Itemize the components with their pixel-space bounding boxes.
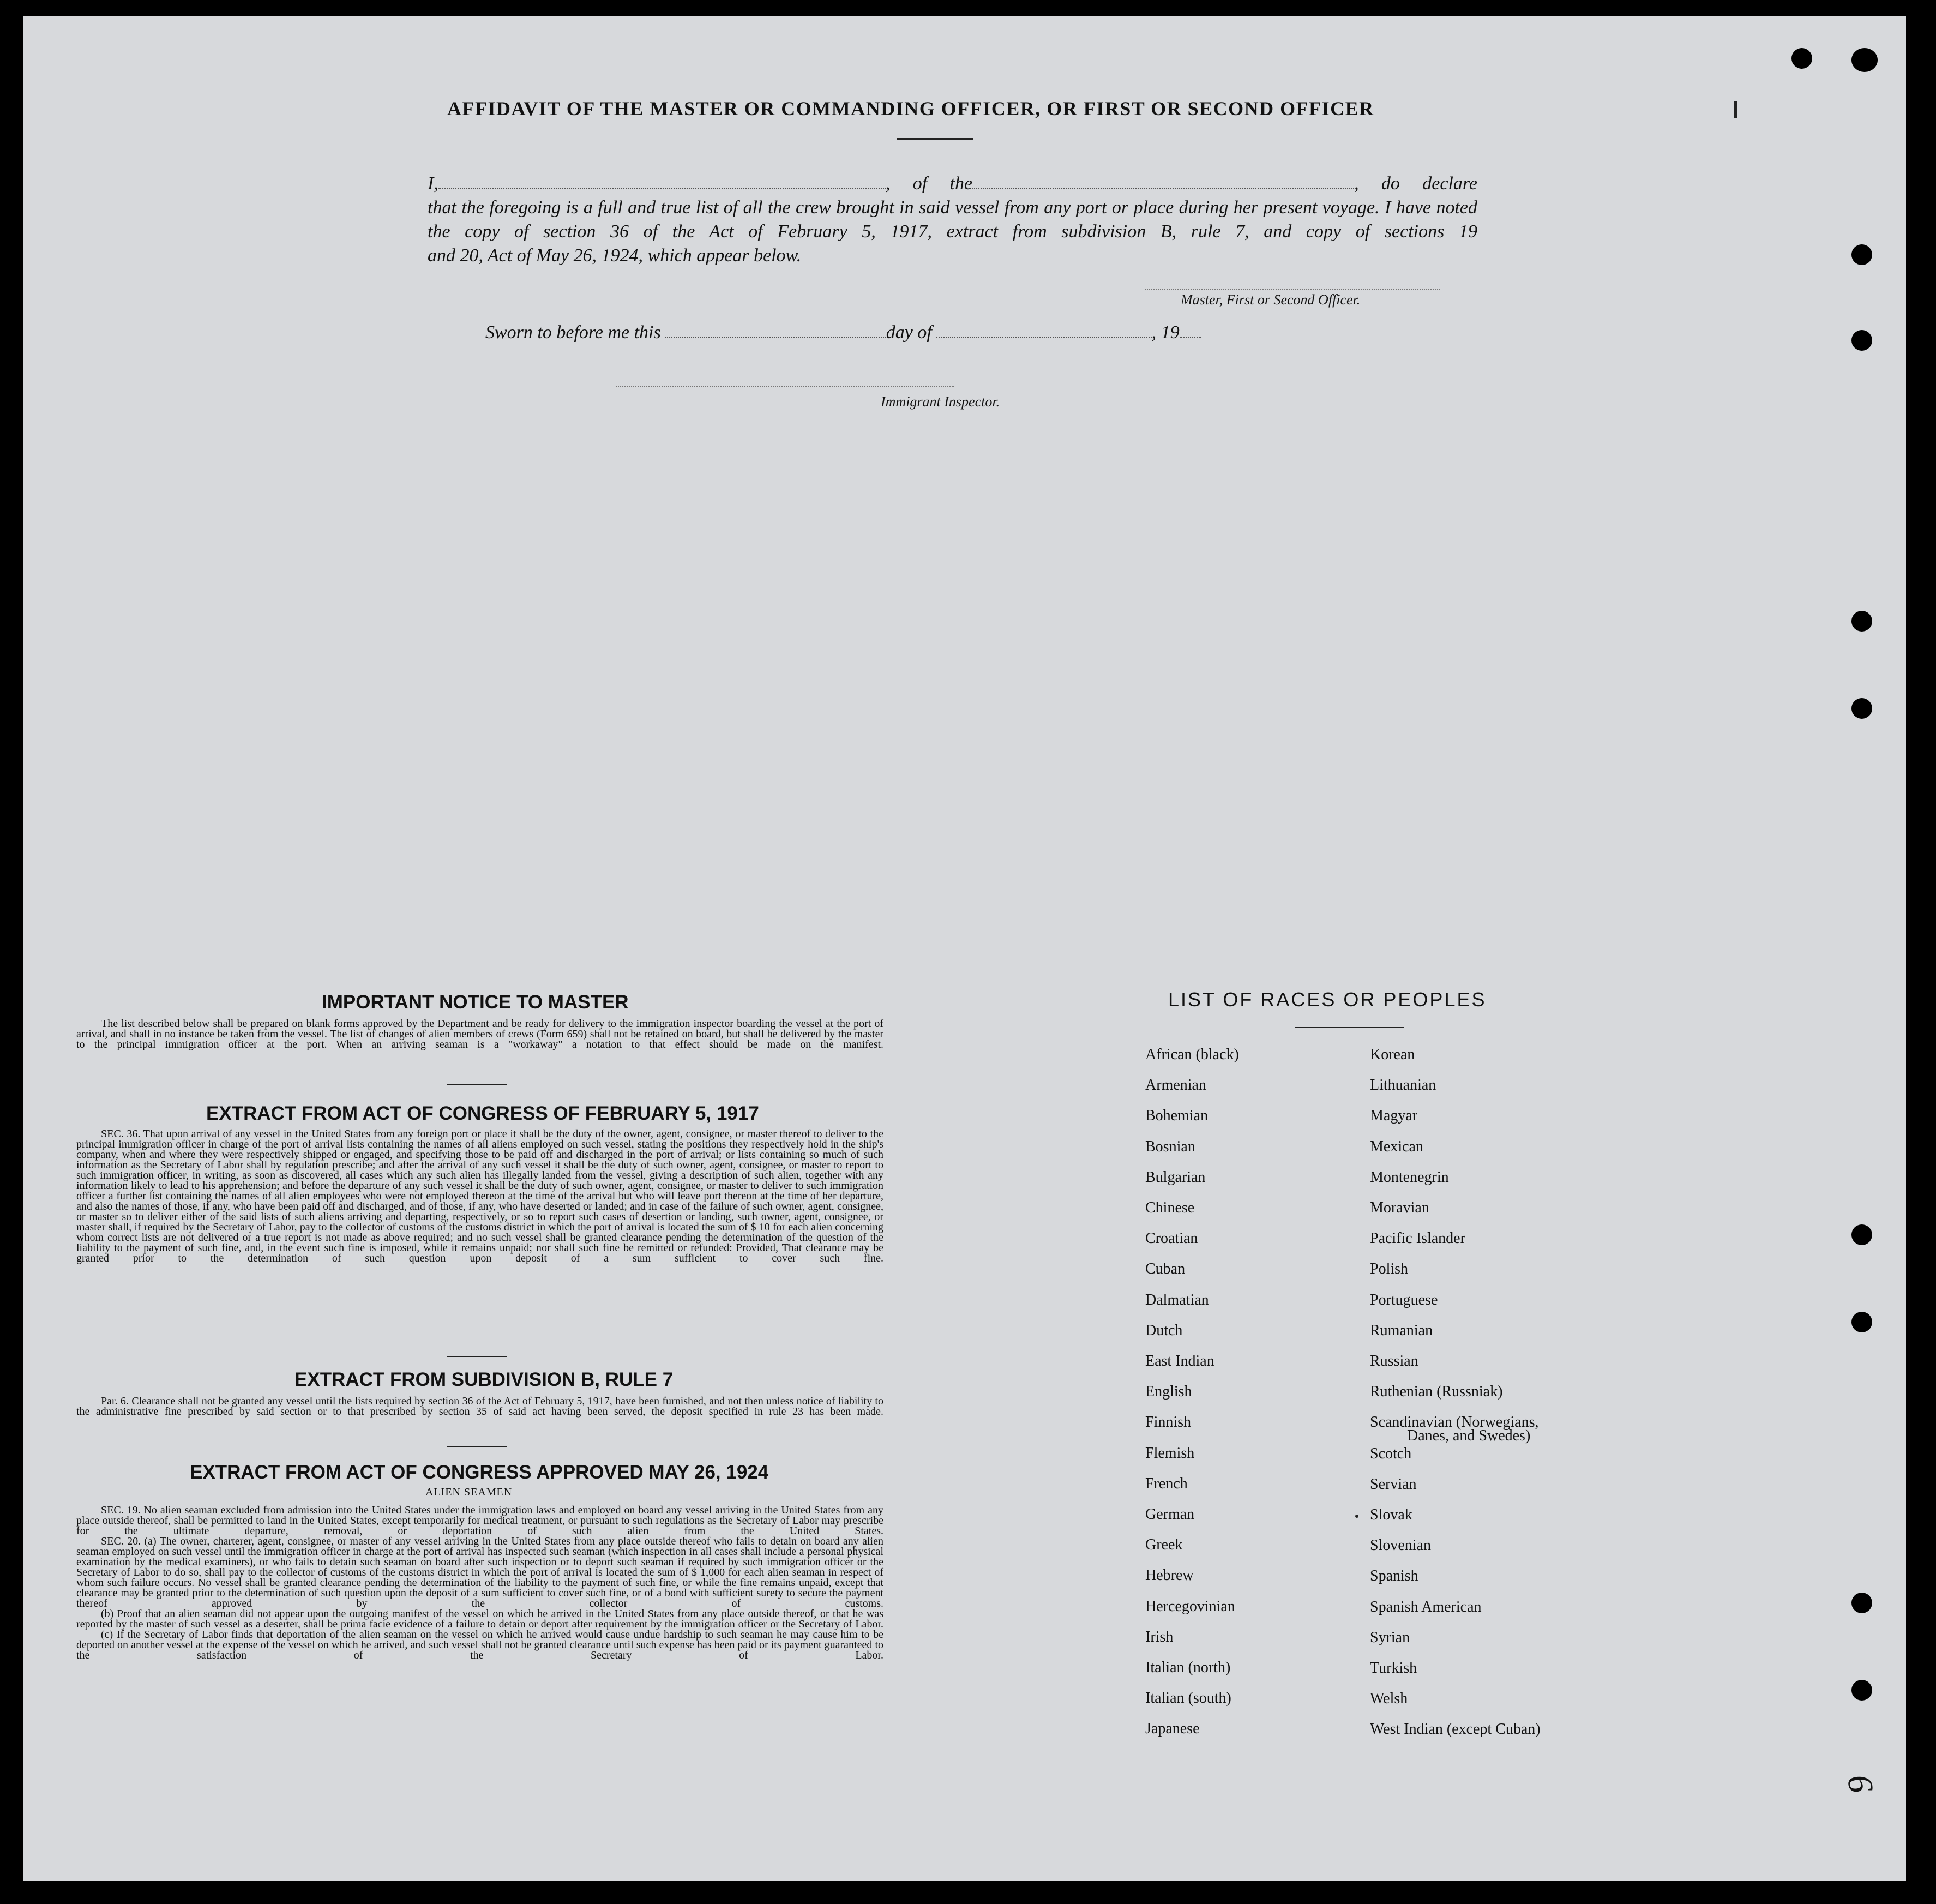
affidavit-declaration-last: and 20, Act of May 26, 1924, which appear below. xyxy=(428,245,802,266)
sec-36-paragraph: SEC. 36. That upon arrival of any vessel in the United States from any foreign port or place it shall be the duty of the owner, agent, consignee, or master thereof to deliver to the principal immigration officer in charge of the port of arrival lists containing the names of all aliens employed on such vessel, stating the positions they respectively hold in the ship's company, when and where they were respectively shipped or engaged, and specifying those to be paid off and discharged in the port of arrival; or lists containing so much of such information as the Secretary of Labor shall by regulation prescribe; and after the arrival of any such vessel it shall be the duty of such owner, agent, consignee, or master to report to such immigration officer, in writing, as soon as discovered, all cases which any such alien has illegally landed from the vessel, giving a description of such alien, together with any information likely to lead to his apprehension; and before the departure of any such vessel it shall be the duty of such owner, agent, consignee, or master to deliver to such immigration officer a further list containing the names of all alien employees who were not employed thereon at the time of the arrival but who will leave port thereon at the time of her departure, and also the names of those, if any, who have been paid off and discharged, and of those, if any, who have deserted or landed; and in case of the failure of such owner, agent, consignee, or master so to deliver either of the said lists of such aliens arriving and departing, respectively, or so to report such cases of desertion or landing, such owner, agent, consignee, or master shall, if required by the Secretary of Labor, pay to the collector of customs of the customs district in which the port of arrival is located the sum of $ 10 for each alien concerning whom correct lists are not delivered or a true report is not made as above required; and no such vessel shall be granted clearance pending the determination of the question of the liability to the payment of such fine, and, in the event such fine is imposed, while it remains unpaid; nor shall such fine be remitted or refunded: Provided, That clearance may be granted prior to the determination of such question upon deposit of a sum sufficient to cover such fine. xyxy=(76,1128,883,1264)
punch-hole-icon xyxy=(1851,1224,1872,1245)
race-item: Slovak xyxy=(1370,1506,1412,1523)
race-item: Spanish American xyxy=(1370,1598,1482,1615)
race-item: Hercegovinian xyxy=(1145,1597,1235,1615)
sworn-mid: day of xyxy=(886,322,932,343)
race-item: Italian (north) xyxy=(1145,1659,1231,1676)
race-item: German xyxy=(1145,1506,1195,1523)
extract-1924-text xyxy=(76,1505,883,1661)
race-item: Bulgarian xyxy=(1145,1168,1206,1186)
race-item: Mexican xyxy=(1370,1138,1423,1155)
race-item: East Indian xyxy=(1145,1353,1214,1370)
punch-hole-icon xyxy=(1851,1680,1872,1701)
extract-rule7-title: EXTRACT FROM SUBDIVISION B, RULE 7 xyxy=(294,1369,674,1390)
extract-1924-title: EXTRACT FROM ACT OF CONGRESS APPROVED MAY 26, 1924 xyxy=(190,1462,769,1483)
race-item: Hebrew xyxy=(1145,1567,1194,1584)
master-signature-caption: Master, First or Second Officer. xyxy=(1181,292,1361,308)
race-item: Cuban xyxy=(1145,1260,1186,1278)
sworn-year-field[interactable] xyxy=(1180,322,1201,338)
race-item: Polish xyxy=(1370,1260,1409,1278)
sec-19-paragraph: SEC. 19. No alien seaman excluded from admission into the United States under the immigration laws and employed on board any vessel arriving in the United States from any place outside thereof, shall be permitted to land in the United States, except temporarily for medical treatment, or pursuant to such regulations as the Secretary of Labor may prescribe for the ultimate departure, removal, or deportation of such alien from the United States. xyxy=(76,1504,883,1537)
race-item: Croatian xyxy=(1145,1230,1198,1247)
section-divider xyxy=(447,1446,507,1447)
master-name-field[interactable] xyxy=(438,173,886,189)
race-item: Korean xyxy=(1370,1046,1415,1063)
handwritten-page-number: 9 xyxy=(1839,1773,1881,1797)
punch-hole-icon xyxy=(1851,1593,1872,1613)
affidavit-line1-start: I, xyxy=(428,173,438,194)
inspector-caption: Immigrant Inspector. xyxy=(881,394,1000,410)
race-item: Russian xyxy=(1370,1353,1418,1370)
race-item: Pacific Islander xyxy=(1370,1230,1465,1247)
scan-border xyxy=(1906,0,1936,1904)
section-divider xyxy=(447,1084,507,1085)
sworn-statement xyxy=(485,322,1201,343)
race-item: Dalmatian xyxy=(1145,1291,1209,1308)
par-6-paragraph: Par. 6. Clearance shall not be granted any vessel until the lists required by section 36 of the Act of February 5, 1917, have been furnished, and not then unless notice of liability to the administrative fine prescribed by said section or to that prescribed by section 35 of said act having been served, the deposit specified in rule 23 has been made. xyxy=(76,1395,883,1418)
race-item: Irish xyxy=(1145,1628,1174,1645)
punch-hole-icon xyxy=(1851,611,1872,632)
affidavit-title: AFFIDAVIT OF THE MASTER OR COMMANDING OFFICER, OR FIRST OR SECOND OFFICER xyxy=(447,98,1374,119)
race-item: Servian xyxy=(1370,1475,1417,1493)
punch-hole-icon xyxy=(1851,1312,1872,1332)
race-item: Rumanian xyxy=(1370,1322,1433,1339)
extract-rule7-text xyxy=(76,1396,883,1417)
affidavit-line1-mid: , of the xyxy=(885,173,973,194)
sworn-month-field[interactable] xyxy=(936,322,1152,338)
affidavit-line1-end: , do declare xyxy=(1354,173,1477,194)
punch-hole-icon xyxy=(1851,244,1872,265)
race-item: Finnish xyxy=(1145,1414,1192,1431)
race-item: Magyar xyxy=(1370,1107,1418,1125)
sec-20a-paragraph: SEC. 20. (a) The owner, charterer, agent, consignee, or master of any vessel arriving in the United States from any place outside thereof who fails to detain on board any alien seaman employed on such vessel until the immigration officer in charge at the port of arrival has inspected such seaman (which inspection in all cases shall include a personal physical examination by the medical examiners), or who fails to detain such seaman on board after such inspection or to deport such seaman if required by such immigration officer or the Secretary of Labor to do so, shall pay to the collector of customs of the customs district in which the port of arrival is located the sum of $ 1,000 for each alien seaman in respect of whom such failure occurs. No vessel shall be granted clearance pending the determination of the liability to the payment of such fine, or while the fine remains unpaid, except that clearance may be granted prior to the determination of such question upon the deposit of a sum sufficient to cover such fine, or of a bond with sufficient surety to secure the payment thereof approved by the collector of customs. xyxy=(76,1535,883,1609)
race-item: Moravian xyxy=(1370,1199,1429,1216)
race-item: Italian (south) xyxy=(1145,1690,1231,1707)
title-underline xyxy=(897,138,973,140)
race-item: Bosnian xyxy=(1145,1138,1195,1155)
sec-20c-paragraph: (c) If the Secretary of Labor finds that deportation of the alien seaman on the vessel on which he arrived would cause undue hardship to such seaman he may cause him to be deported on another vessel at the expense of the vessel on which he arrived, and such vessel shall not be granted clearance until such expense has been paid or its payment guaranteed to the satisfaction of the Secretary of Labor. xyxy=(76,1629,883,1661)
race-item: Scandinavian (Norwegians, xyxy=(1370,1414,1539,1431)
affidavit-body xyxy=(428,172,1477,268)
race-item: Scotch xyxy=(1370,1445,1412,1462)
race-item: Slovenian xyxy=(1370,1537,1431,1554)
punch-hole-icon xyxy=(1851,330,1872,351)
race-item: Armenian xyxy=(1145,1077,1206,1094)
vessel-name-field[interactable] xyxy=(972,173,1354,189)
stray-dot xyxy=(1355,1515,1358,1518)
punch-hole-icon xyxy=(1791,48,1812,69)
race-item: Dutch xyxy=(1145,1322,1183,1339)
alien-seamen-subtitle: ALIEN SEAMEN xyxy=(425,1486,513,1498)
affidavit-declaration-text: that the foregoing is a full and true list of all the crew brought in said vessel from any port or place during her present voyage. I have noted the copy of section 36 of the Act of February 5, 1917, extract from subdivision B, rule 7, and copy of sections 19 xyxy=(428,197,1477,242)
race-item: Welsh xyxy=(1370,1690,1408,1708)
races-title: LIST OF RACES OR PEOPLES xyxy=(1168,988,1487,1011)
sworn-day-field[interactable] xyxy=(665,322,886,338)
race-item-continuation: Danes, and Swedes) xyxy=(1407,1427,1531,1444)
race-item: Greek xyxy=(1145,1536,1183,1554)
inspector-signature-line[interactable] xyxy=(616,385,954,387)
race-item: Spanish xyxy=(1370,1567,1418,1585)
sec-20b-paragraph: (b) Proof that an alien seaman did not appear upon the outgoing manifest of the vessel on which he arrived in the United States from any place outside thereof, or that he was reported by the master of such vessel as a deserter, shall be prima facie evidence of a failure to detain or deport after requirement by the immigration officer or the Secretary of Labor. xyxy=(76,1608,883,1630)
race-item: West Indian (except Cuban) xyxy=(1370,1721,1541,1738)
section-divider xyxy=(447,1356,507,1357)
extract-1917-title: EXTRACT FROM ACT OF CONGRESS OF FEBRUARY 5, 1917 xyxy=(206,1103,759,1124)
race-item: French xyxy=(1145,1475,1188,1492)
race-item: Montenegrin xyxy=(1370,1168,1449,1186)
race-item: Turkish xyxy=(1370,1660,1417,1677)
affidavit-declaration-line xyxy=(428,172,1477,196)
stray-mark xyxy=(1734,101,1737,118)
punch-hole-icon xyxy=(1851,698,1872,719)
race-item: Portuguese xyxy=(1370,1291,1438,1308)
notice-paragraph: The list described below shall be prepared on blank forms approved by the Department and be ready for delivery to the immigration inspector boarding the vessel at the port of arrival, and shall in no instance be taken from the vessel. The list of changes of alien members of crews (Form 659) shall not be retained on board, but shall be delivered by the master to the principal immigration officer at the port. When an arriving seaman is a "workaway" a notation to that effect should be made on the manifest. xyxy=(76,1018,883,1050)
sworn-end: , 19 xyxy=(1151,322,1180,343)
master-signature-line[interactable] xyxy=(1145,288,1440,290)
sworn-start: Sworn to before me this xyxy=(485,322,661,343)
race-item: Flemish xyxy=(1145,1444,1195,1462)
race-item: Chinese xyxy=(1145,1199,1195,1216)
race-item: English xyxy=(1145,1383,1192,1401)
race-item: Lithuanian xyxy=(1370,1077,1436,1094)
notice-title: IMPORTANT NOTICE TO MASTER xyxy=(322,992,629,1013)
races-title-underline xyxy=(1295,1027,1404,1028)
race-item: Bohemian xyxy=(1145,1107,1209,1125)
race-item: Ruthenian (Russniak) xyxy=(1370,1383,1503,1401)
race-item: Syrian xyxy=(1370,1629,1410,1646)
notice-text xyxy=(76,1019,883,1050)
extract-1917-text xyxy=(76,1129,883,1264)
race-item: Japanese xyxy=(1145,1720,1200,1738)
punch-hole-icon xyxy=(1851,48,1878,72)
race-item: African (black) xyxy=(1145,1046,1239,1063)
